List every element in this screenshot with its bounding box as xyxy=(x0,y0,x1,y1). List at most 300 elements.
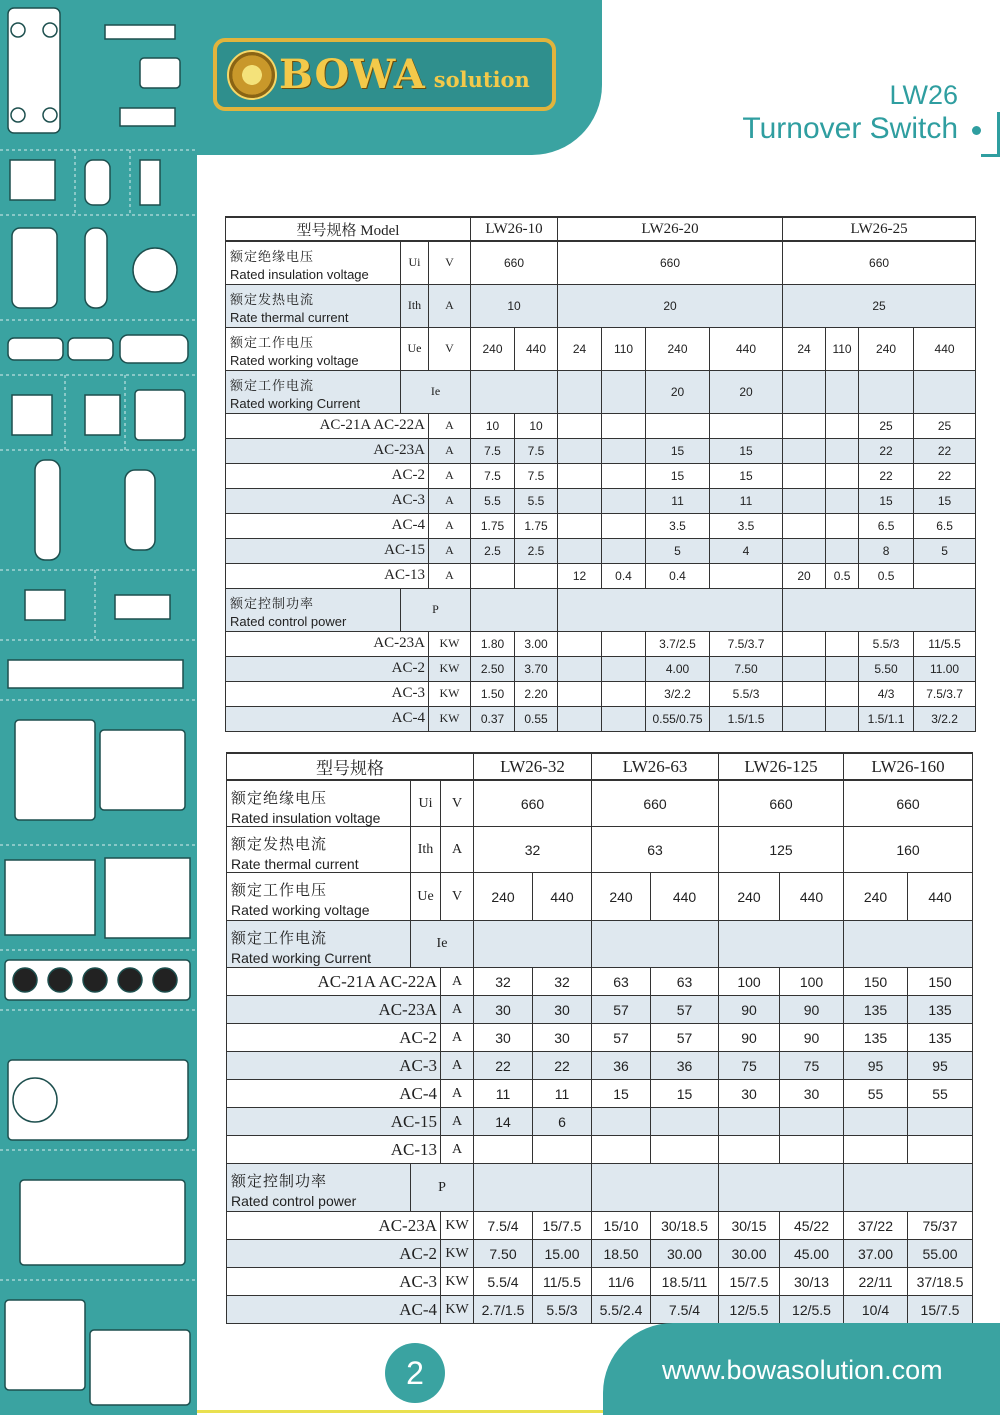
unit-cell: A xyxy=(429,413,471,438)
value-cell: 240 xyxy=(859,327,914,370)
value-cell: 20 xyxy=(646,370,710,413)
value-cell xyxy=(783,656,826,681)
value-cell xyxy=(710,563,783,588)
value-cell: 1.5/1.1 xyxy=(859,706,914,731)
value-cell xyxy=(474,921,592,968)
bottom-divider xyxy=(197,1410,603,1413)
working-voltage-label-en: Rated working voltage xyxy=(230,352,359,368)
value-cell: 30 xyxy=(780,1080,844,1108)
unit-cell: A xyxy=(441,968,474,996)
value-cell: 110 xyxy=(826,327,859,370)
value-cell: 240 xyxy=(844,873,908,921)
model-header: LW26-25 xyxy=(783,217,976,241)
logo-emblem-icon xyxy=(227,50,277,100)
category-label: AC-4 xyxy=(226,706,429,731)
value-cell: 2.5 xyxy=(471,538,515,563)
product-title: Turnover Switch xyxy=(742,112,958,145)
control-power-label-en: Rated control power xyxy=(230,613,347,629)
value-cell: 440 xyxy=(651,873,719,921)
spec-table-2 xyxy=(226,752,973,1324)
table-row xyxy=(227,1136,973,1164)
value-cell: 55 xyxy=(908,1080,973,1108)
model-header: LW26-20 xyxy=(558,217,783,241)
insulation-label-en: Rated insulation voltage xyxy=(230,267,369,282)
brand-tagline: solution xyxy=(433,67,530,92)
model-header: LW26-125 xyxy=(719,753,844,780)
value-cell: 5.5/4 xyxy=(474,1268,533,1296)
working-current-label xyxy=(226,370,401,413)
value-cell: 12 xyxy=(558,563,602,588)
table-row xyxy=(227,968,973,996)
thermal-label-cn: 额定发热电流 xyxy=(231,835,328,853)
value-cell: 5.5/3 xyxy=(859,631,914,656)
value-cell: 45/22 xyxy=(780,1212,844,1240)
working-voltage-label xyxy=(227,873,411,921)
unit-cell: A xyxy=(441,827,474,873)
value-cell: 90 xyxy=(780,996,844,1024)
value-cell: 3.7/2.5 xyxy=(646,631,710,656)
value-cell: 5.50 xyxy=(859,656,914,681)
value-cell xyxy=(719,921,844,968)
symbol-cell: P xyxy=(401,588,471,631)
category-label: AC-23A xyxy=(226,631,429,656)
table-row xyxy=(227,1080,973,1108)
value-cell: 7.50 xyxy=(710,656,783,681)
value-cell: 63 xyxy=(592,968,651,996)
value-cell xyxy=(826,538,859,563)
unit-cell: KW xyxy=(441,1296,474,1324)
value-cell xyxy=(826,488,859,513)
working-voltage-label-cn: 额定工作电压 xyxy=(231,881,328,899)
value-cell: 15/10 xyxy=(592,1212,651,1240)
value-cell: 660 xyxy=(558,241,783,284)
control-power-label xyxy=(227,1164,411,1212)
value-cell: 3.00 xyxy=(515,631,558,656)
value-cell: 125 xyxy=(719,827,844,873)
value-cell xyxy=(471,370,558,413)
value-cell xyxy=(558,681,602,706)
value-cell xyxy=(844,1136,908,1164)
control-power-label-en: Rated control power xyxy=(231,1193,357,1209)
value-cell: 22 xyxy=(474,1052,533,1080)
value-cell: 135 xyxy=(908,1024,973,1052)
table-row xyxy=(226,370,976,413)
value-cell: 18.50 xyxy=(592,1240,651,1268)
model-header: LW26-10 xyxy=(471,217,558,241)
value-cell: 30/18.5 xyxy=(651,1212,719,1240)
product-code: LW26 xyxy=(889,80,958,110)
value-cell: 22 xyxy=(533,1052,592,1080)
value-cell xyxy=(780,1136,844,1164)
value-cell: 1.80 xyxy=(471,631,515,656)
value-cell xyxy=(558,463,602,488)
value-cell: 10 xyxy=(515,413,558,438)
unit-cell: V xyxy=(441,780,474,827)
value-cell xyxy=(602,463,646,488)
value-cell xyxy=(826,438,859,463)
value-cell: 15 xyxy=(914,488,976,513)
category-label: AC-23A xyxy=(227,1212,441,1240)
value-cell: 30/15 xyxy=(719,1212,780,1240)
value-cell xyxy=(844,1108,908,1136)
table-row xyxy=(226,327,976,370)
unit-cell: A xyxy=(441,1136,474,1164)
value-cell: 12/5.5 xyxy=(719,1296,780,1324)
table-row xyxy=(226,588,976,631)
value-cell: 3.70 xyxy=(515,656,558,681)
value-cell xyxy=(826,681,859,706)
table-row xyxy=(227,1052,973,1080)
value-cell: 0.5 xyxy=(859,563,914,588)
value-cell: 63 xyxy=(651,968,719,996)
value-cell: 90 xyxy=(780,1024,844,1052)
value-cell: 24 xyxy=(558,327,602,370)
unit-cell: KW xyxy=(429,656,471,681)
value-cell xyxy=(558,438,602,463)
value-cell xyxy=(783,706,826,731)
value-cell: 90 xyxy=(719,1024,780,1052)
value-cell: 660 xyxy=(783,241,976,284)
table-row xyxy=(226,413,976,438)
category-label: AC-3 xyxy=(227,1268,441,1296)
value-cell: 1.75 xyxy=(515,513,558,538)
value-cell: 1.50 xyxy=(471,681,515,706)
value-cell: 15/7.5 xyxy=(533,1212,592,1240)
value-cell: 5 xyxy=(914,538,976,563)
value-cell: 150 xyxy=(908,968,973,996)
table-row xyxy=(227,996,973,1024)
value-cell: 20 xyxy=(783,563,826,588)
value-cell: 135 xyxy=(844,996,908,1024)
unit-cell: A xyxy=(429,513,471,538)
value-cell: 6.5 xyxy=(914,513,976,538)
value-cell xyxy=(592,1164,719,1212)
value-cell: 7.5 xyxy=(471,463,515,488)
category-label: AC-3 xyxy=(226,488,429,513)
category-label: AC-15 xyxy=(227,1108,441,1136)
value-cell: 5.5/2.4 xyxy=(592,1296,651,1324)
working-current-label xyxy=(227,921,411,968)
value-cell: 7.5 xyxy=(471,438,515,463)
value-cell: 5 xyxy=(646,538,710,563)
value-cell: 11.00 xyxy=(914,656,976,681)
table-row xyxy=(226,706,976,731)
value-cell: 15 xyxy=(710,463,783,488)
value-cell: 45.00 xyxy=(780,1240,844,1268)
value-cell xyxy=(710,413,783,438)
value-cell xyxy=(558,631,602,656)
value-cell: 30 xyxy=(533,996,592,1024)
value-cell: 63 xyxy=(592,827,719,873)
website-url: www.bowasolution.com xyxy=(662,1355,943,1385)
value-cell: 75 xyxy=(719,1052,780,1080)
value-cell xyxy=(602,706,646,731)
value-cell xyxy=(602,513,646,538)
insulation-label-cn: 额定绝缘电压 xyxy=(231,789,328,807)
working-current-label-en: Rated working Current xyxy=(230,395,361,411)
value-cell: 20 xyxy=(710,370,783,413)
unit-cell: KW xyxy=(441,1212,474,1240)
category-label: AC-23A xyxy=(227,996,441,1024)
table-row xyxy=(227,1164,973,1212)
table-row xyxy=(226,538,976,563)
table-row xyxy=(227,753,973,780)
value-cell xyxy=(602,438,646,463)
category-label: AC-23A xyxy=(226,438,429,463)
value-cell: 30.00 xyxy=(719,1240,780,1268)
table-row xyxy=(227,1240,973,1268)
value-cell xyxy=(908,1108,973,1136)
value-cell: 240 xyxy=(646,327,710,370)
thermal-label-cn: 额定发热电流 xyxy=(230,292,315,308)
value-cell xyxy=(783,488,826,513)
category-label: AC-2 xyxy=(227,1240,441,1268)
model-header: LW26-32 xyxy=(474,753,592,780)
value-cell xyxy=(719,1108,780,1136)
table-row xyxy=(226,463,976,488)
unit-cell: KW xyxy=(429,631,471,656)
value-cell: 110 xyxy=(602,327,646,370)
working-voltage-label xyxy=(226,327,401,370)
value-cell: 32 xyxy=(474,968,533,996)
value-cell xyxy=(844,921,973,968)
value-cell: 7.5/4 xyxy=(651,1296,719,1324)
value-cell: 3/2.2 xyxy=(646,681,710,706)
unit-cell: A xyxy=(441,1080,474,1108)
value-cell: 3/2.2 xyxy=(914,706,976,731)
value-cell: 0.55 xyxy=(515,706,558,731)
value-cell: 240 xyxy=(592,873,651,921)
insulation-label-cn: 额定绝缘电压 xyxy=(230,250,315,265)
unit-cell: A xyxy=(441,1108,474,1136)
working-voltage-label-cn: 额定工作电压 xyxy=(230,335,315,351)
table-row xyxy=(226,631,976,656)
value-cell: 15 xyxy=(592,1080,651,1108)
value-cell xyxy=(602,488,646,513)
value-cell: 7.5 xyxy=(515,463,558,488)
category-label: AC-15 xyxy=(226,538,429,563)
value-cell: 10/4 xyxy=(844,1296,908,1324)
value-cell: 95 xyxy=(908,1052,973,1080)
value-cell xyxy=(515,563,558,588)
value-cell: 12/5.5 xyxy=(780,1296,844,1324)
value-cell: 15/7.5 xyxy=(908,1296,973,1324)
value-cell xyxy=(719,1136,780,1164)
value-cell xyxy=(908,1136,973,1164)
model-header: 型号规格 xyxy=(227,753,474,780)
value-cell xyxy=(783,463,826,488)
value-cell: 55 xyxy=(844,1080,908,1108)
value-cell: 0.55/0.75 xyxy=(646,706,710,731)
value-cell: 15 xyxy=(859,488,914,513)
thermal-label xyxy=(226,284,401,327)
unit-cell: A xyxy=(429,284,471,327)
value-cell: 37.00 xyxy=(844,1240,908,1268)
category-label: AC-4 xyxy=(227,1080,441,1108)
symbol-cell: Ith xyxy=(401,284,429,327)
value-cell: 25 xyxy=(783,284,976,327)
value-cell: 57 xyxy=(651,1024,719,1052)
value-cell: 22 xyxy=(859,438,914,463)
value-cell: 5.5/3 xyxy=(533,1296,592,1324)
value-cell xyxy=(471,563,515,588)
value-cell xyxy=(533,1136,592,1164)
unit-cell: KW xyxy=(429,681,471,706)
unit-cell: V xyxy=(429,327,471,370)
control-power-label-cn: 额定控制功率 xyxy=(231,1172,328,1190)
value-cell xyxy=(719,1164,844,1212)
value-cell: 55.00 xyxy=(908,1240,973,1268)
value-cell xyxy=(602,538,646,563)
value-cell: 30 xyxy=(719,1080,780,1108)
value-cell: 660 xyxy=(719,780,844,827)
value-cell xyxy=(558,588,783,631)
value-cell xyxy=(602,631,646,656)
value-cell: 5.5/3 xyxy=(710,681,783,706)
working-voltage-label-en: Rated working voltage xyxy=(231,902,370,918)
value-cell: 24 xyxy=(783,327,826,370)
value-cell: 160 xyxy=(844,827,973,873)
value-cell: 2.50 xyxy=(471,656,515,681)
value-cell: 20 xyxy=(558,284,783,327)
value-cell: 90 xyxy=(719,996,780,1024)
value-cell xyxy=(826,513,859,538)
unit-cell: A xyxy=(441,1024,474,1052)
thermal-label xyxy=(227,827,411,873)
value-cell: 25 xyxy=(859,413,914,438)
table-row xyxy=(227,1024,973,1052)
unit-cell: A xyxy=(429,538,471,563)
value-cell: 15 xyxy=(646,438,710,463)
value-cell: 30 xyxy=(533,1024,592,1052)
value-cell xyxy=(783,681,826,706)
category-label: AC-3 xyxy=(226,681,429,706)
value-cell xyxy=(558,656,602,681)
unit-cell: A xyxy=(429,563,471,588)
title-bullet-icon xyxy=(972,126,981,135)
value-cell xyxy=(914,563,976,588)
value-cell: 4/3 xyxy=(859,681,914,706)
value-cell: 11/5.5 xyxy=(533,1268,592,1296)
value-cell: 22/11 xyxy=(844,1268,908,1296)
value-cell: 440 xyxy=(710,327,783,370)
value-cell: 57 xyxy=(592,1024,651,1052)
category-label: AC-13 xyxy=(227,1136,441,1164)
symbol-cell: Ie xyxy=(411,921,474,968)
unit-cell: A xyxy=(429,438,471,463)
value-cell xyxy=(914,370,976,413)
value-cell xyxy=(602,370,646,413)
value-cell: 37/18.5 xyxy=(908,1268,973,1296)
value-cell: 3.5 xyxy=(646,513,710,538)
value-cell: 11 xyxy=(646,488,710,513)
value-cell: 7.5/4 xyxy=(474,1212,533,1240)
value-cell: 2.20 xyxy=(515,681,558,706)
value-cell xyxy=(592,1108,651,1136)
category-label: AC-13 xyxy=(226,563,429,588)
table-row xyxy=(227,1268,973,1296)
title-bracket xyxy=(981,112,1000,157)
value-cell xyxy=(783,413,826,438)
symbol-cell: Ui xyxy=(411,780,441,827)
table-row xyxy=(227,780,973,827)
value-cell xyxy=(826,370,859,413)
control-power-label xyxy=(226,588,401,631)
unit-cell: A xyxy=(429,463,471,488)
value-cell: 25 xyxy=(914,413,976,438)
value-cell xyxy=(602,413,646,438)
table-row xyxy=(227,1108,973,1136)
model-header: 型号规格 Model xyxy=(226,217,471,241)
value-cell: 11 xyxy=(533,1080,592,1108)
value-cell: 6.5 xyxy=(859,513,914,538)
table-row xyxy=(226,241,976,284)
value-cell: 15 xyxy=(651,1080,719,1108)
value-cell: 240 xyxy=(719,873,780,921)
unit-cell: A xyxy=(441,1052,474,1080)
value-cell xyxy=(558,413,602,438)
value-cell xyxy=(783,438,826,463)
value-cell: 57 xyxy=(651,996,719,1024)
value-cell: 100 xyxy=(780,968,844,996)
page-number: 2 xyxy=(385,1343,445,1403)
value-cell: 22 xyxy=(914,438,976,463)
value-cell: 660 xyxy=(844,780,973,827)
unit-cell: V xyxy=(441,873,474,921)
working-current-label-cn: 额定工作电流 xyxy=(231,929,328,947)
value-cell xyxy=(783,631,826,656)
working-current-label-en: Rated working Current xyxy=(231,950,372,966)
value-cell: 30 xyxy=(474,996,533,1024)
value-cell xyxy=(780,1108,844,1136)
value-cell: 75/37 xyxy=(908,1212,973,1240)
value-cell xyxy=(646,413,710,438)
table-row xyxy=(226,488,976,513)
value-cell: 57 xyxy=(592,996,651,1024)
category-label: AC-4 xyxy=(227,1296,441,1324)
value-cell xyxy=(558,538,602,563)
symbol-cell: Ui xyxy=(401,241,429,284)
value-cell: 4.00 xyxy=(646,656,710,681)
symbol-cell: Ue xyxy=(411,873,441,921)
value-cell: 30.00 xyxy=(651,1240,719,1268)
value-cell xyxy=(826,706,859,731)
table-row xyxy=(226,681,976,706)
product-illustrations xyxy=(0,0,197,1415)
model-header: LW26-63 xyxy=(592,753,719,780)
working-current-label-cn: 额定工作电流 xyxy=(230,378,315,394)
value-cell: 2.7/1.5 xyxy=(474,1296,533,1324)
value-cell: 11 xyxy=(474,1080,533,1108)
value-cell: 32 xyxy=(474,827,592,873)
table-row xyxy=(227,873,973,921)
value-cell xyxy=(783,513,826,538)
brand-logo xyxy=(213,38,556,111)
value-cell: 10 xyxy=(471,413,515,438)
value-cell: 2.5 xyxy=(515,538,558,563)
value-cell: 30/13 xyxy=(780,1268,844,1296)
category-label: AC-2 xyxy=(226,463,429,488)
value-cell: 135 xyxy=(844,1024,908,1052)
table-row xyxy=(226,563,976,588)
value-cell: 100 xyxy=(719,968,780,996)
value-cell xyxy=(826,463,859,488)
value-cell: 135 xyxy=(908,996,973,1024)
value-cell: 7.5/3.7 xyxy=(914,681,976,706)
value-cell: 7.50 xyxy=(474,1240,533,1268)
value-cell: 0.37 xyxy=(471,706,515,731)
value-cell: 440 xyxy=(533,873,592,921)
